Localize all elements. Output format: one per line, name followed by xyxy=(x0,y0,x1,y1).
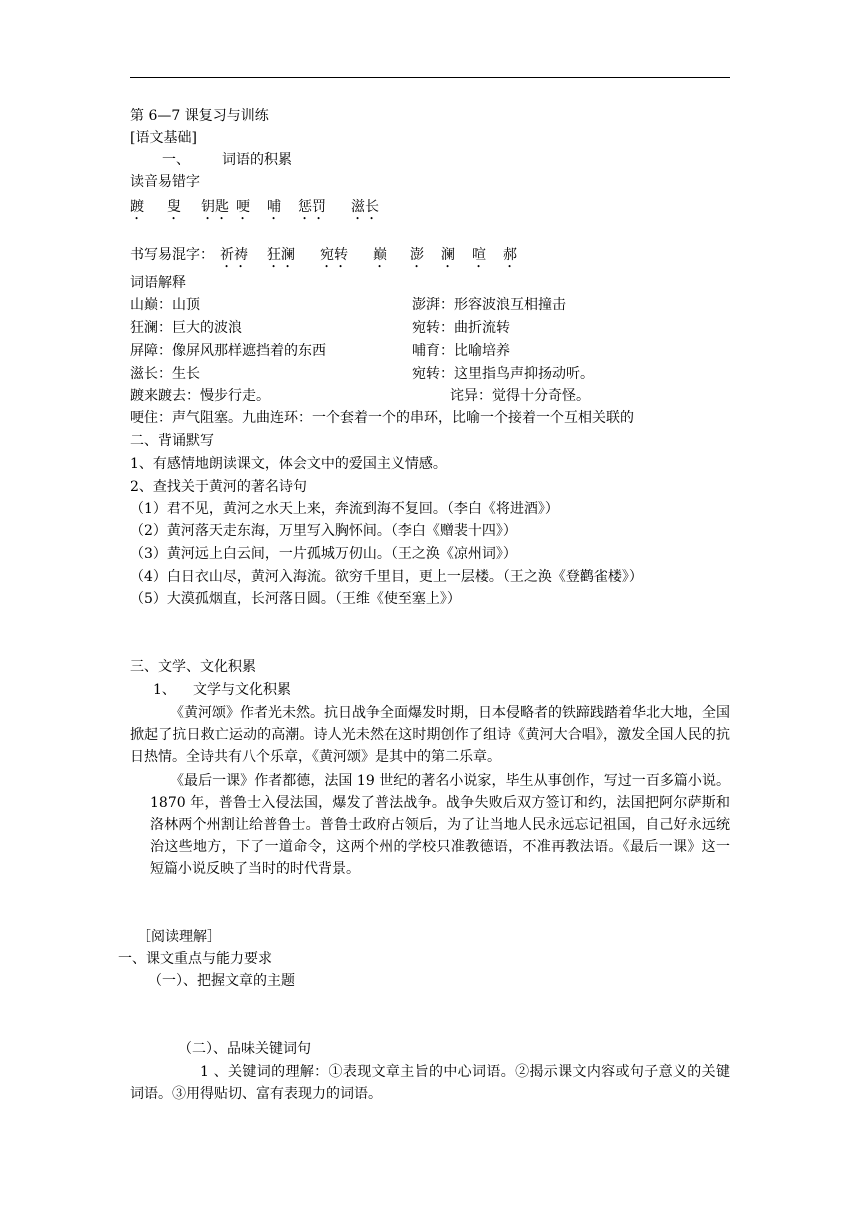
section-reading-heading: ［阅读理解］ xyxy=(137,929,221,945)
writing-word: 澜 xyxy=(441,247,455,263)
writing-word: 祈祷 xyxy=(220,247,248,263)
definition-item: 宛转：曲折流转 xyxy=(412,320,510,336)
writing-word: 宛转 xyxy=(320,247,348,263)
section-literature-heading: 三、文学、文化积累 xyxy=(130,659,256,675)
literature-sub-heading: 文学与文化积累 xyxy=(193,682,291,698)
literature-sub-number: 1、 xyxy=(153,682,176,698)
section-basics-heading: [语文基础] xyxy=(130,130,197,146)
pronunciation-heading: 读音易错字 xyxy=(130,174,200,190)
pron-word: 哺 xyxy=(267,199,281,215)
writing-word: 澎 xyxy=(410,247,424,263)
vocab-heading: 词语的积累 xyxy=(222,152,292,168)
poem-line: （4）白日衣山尽，黄河入海流。欲穷千里目，更上一层楼。（王之涣《登鹳雀楼》） xyxy=(130,569,643,585)
definition-item: 踱来踱去：慢步行走。 xyxy=(130,388,270,404)
poem-line: （5）大漠孤烟直，长河落日圆。（王维《使至塞上》） xyxy=(130,591,461,607)
page-title: 第 6—7 课复习与训练 xyxy=(130,108,269,124)
recite-item: 2、查找关于黄河的著名诗句 xyxy=(130,479,307,495)
pron-word: 哽 xyxy=(236,199,250,215)
poem-line: （2）黄河落天走东海，万里写入胸怀间。（李白《赠裴十四》） xyxy=(130,523,517,539)
definition-item: 狂澜：巨大的波浪 xyxy=(130,320,242,336)
writing-label: 书写易混字： xyxy=(130,247,214,263)
writing-word: 巅 xyxy=(373,247,387,263)
reading-subheading: （一）、把握文章的主题 xyxy=(148,973,295,989)
definition-item: 山巅：山顶 xyxy=(130,297,200,313)
recite-item: 1、有感情地朗读课文，体会文中的爱国主义情感。 xyxy=(130,456,447,472)
poem-line: （3）黄河远上白云间，一片孤城万仞山。（王之涣《凉州词》） xyxy=(130,546,517,562)
poem-line: （1）君不见，黄河之水天上来，奔流到海不复回。（李白《将进酒》） xyxy=(130,501,559,517)
pron-word: 滋长 xyxy=(351,199,379,215)
definition-item: 哺育：比喻培养 xyxy=(412,343,510,359)
definitions-heading: 词语解释 xyxy=(130,275,186,291)
writing-word: 郝 xyxy=(503,247,517,263)
writing-word: 喧 xyxy=(472,247,486,263)
definition-item: 澎湃：形容波浪互相撞击 xyxy=(412,297,566,313)
header-rule xyxy=(130,77,730,78)
definition-item: 屏障：像屏风那样遮挡着的东西 xyxy=(130,343,326,359)
definition-item: 哽住：声气阻塞。九曲连环：一个套着一个的串环，比喻一个接着一个互相关联的 xyxy=(130,410,634,426)
definition-item: 诧异：觉得十分奇怪。 xyxy=(450,388,590,404)
pron-word: 踱 xyxy=(130,199,144,215)
paragraph-huanghesong: 《黄河颂》作者光未然。抗日战争全面爆发时期，日本侵略者的铁蹄践踏着华北大地，全国掀起了抗日救亡运动的高潮。诗人光未然在这时期创作了组诗《黄河大合唱》，激发全国人民的抗日热情。全诗共有八个乐章，《黄河颂》是其中的第二乐章。 xyxy=(130,705,730,765)
section-recite-heading: 二、背诵默写 xyxy=(130,433,214,449)
keyword-understanding-item: 1 、关键词的理解：①表现文章主旨的中心词语。②揭示课文内容或句子意义的关键词语。③用得贴切、富有表现力的词语。 xyxy=(130,1064,730,1102)
writing-word: 狂澜 xyxy=(267,247,295,263)
definition-item: 滋长：生长 xyxy=(130,366,200,382)
pron-word: 惩罚 xyxy=(298,199,326,215)
vocab-number: 一、 xyxy=(162,152,190,168)
pron-word: 钥匙 xyxy=(201,199,229,215)
definition-item: 宛转：这里指鸟声抑扬动听。 xyxy=(412,366,594,382)
paragraph-zuihouyike: 《最后一课》作者都德，法国 19 世纪的著名小说家，毕生从事创作，写过一百多篇小说。1870 年，普鲁士入侵法国，爆发了普法战争。战争失败后双方签订和约，法国把阿尔萨斯和洛林两个州割让给普鲁士。普鲁士政府占领后，为了让当地人民永远忘记祖国，自己好永远统治这些地方，下了一道命令，这两个州的学校只准教德语，不准再教法语。《最后一课》这一短篇小说反映了当时的时代背景。 xyxy=(150,773,730,877)
pron-word: 叟 xyxy=(167,199,181,215)
reading-subheading: （二）、品味关键词句 xyxy=(178,1041,311,1057)
reading-heading: 一、课文重点与能力要求 xyxy=(118,951,272,967)
